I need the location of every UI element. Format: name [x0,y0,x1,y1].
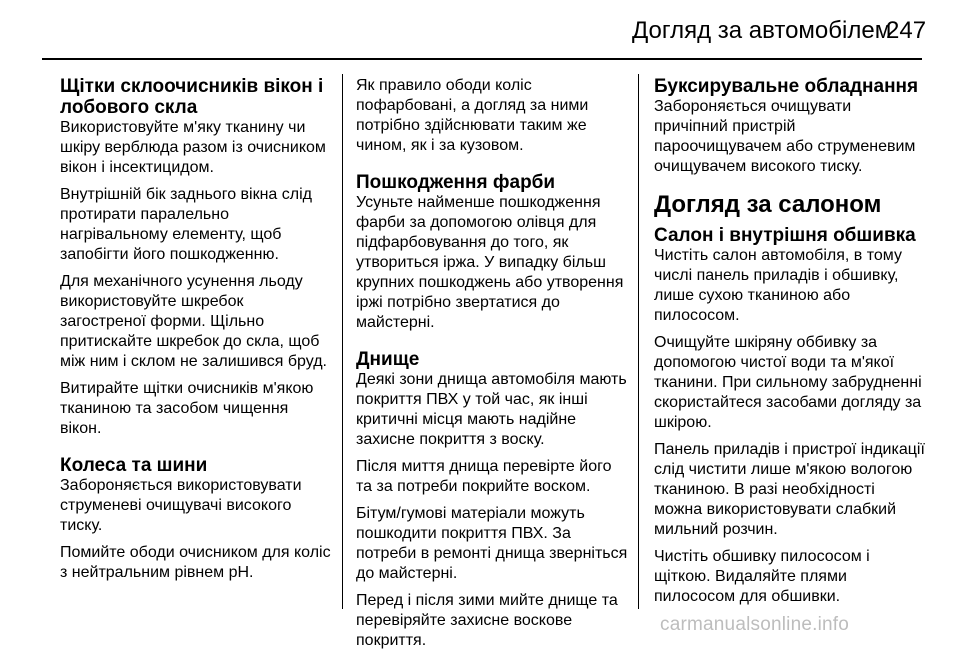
column-left [60,76,332,590]
column-divider-2 [638,74,639,609]
heading-cabin-trim: Салон і внутрішня обшивка [654,225,916,246]
paragraph: Помийте ободи очисником для коліс з нейтральним рівнем pH. [60,544,331,581]
column-divider-1 [342,74,343,609]
paragraph: Для механічного усунення льоду використовуйте шкребок загостреної форми. Щільно притискайте шкребок до скла, щоб між ним і склом не залишився бруд. [60,273,327,370]
paragraph: Чистіть обшивку пилососом і щіткою. Видаляйте плями пилососом для обшивки. [654,548,870,605]
column-right [654,76,926,614]
heading-paint-damage: Пошкодження фарби [356,172,556,193]
paragraph: Панель приладів і пристрої індикації слід чистити лише м'якою вологою тканиною. В разі необхідності можна використовувати слабкий мильний розчин. [654,441,925,538]
paragraph: Бітум/гумові матеріали можуть пошкодити покриття ПВХ. За потреби в ремонті днища зверніться до майстерні. [356,505,628,582]
page-number: 247 [886,17,927,44]
heading-interior-care: Догляд за салоном [654,191,882,218]
paragraph: Очищуйте шкіряну оббивку за допомогою чистої води та м'якої тканини. При сильному забрудненні скористайтеся засобами догляду за шкірою. [654,334,922,431]
paragraph: Витирайте щітки очисників м'якою тканиною та засобом чищення вікон. [60,380,314,437]
page-header-title: Догляд за автомобілем [632,17,892,44]
paragraph: Забороняється очищувати причіпний пристрій пароочищувачем або струменевим очищувачем високого тиску. [654,98,916,175]
paragraph: Усуньте найменше пошкодження фарби за допомогою олівця для підфарбовування до того, як утвориться іржа. У випадку більш крупних пошкоджень або утворення іржі потрібно звертатися до майстерні. [356,194,624,331]
paragraph: Внутрішній бік заднього вікна слід протирати паралельно нагрівальному елементу, щоб запобігти його пошкодженню. [60,186,312,263]
paragraph: Використовуйте м'яку тканину чи шкіру верблюда разом із очисником вікон і інсектицидом. [60,119,326,176]
header-divider [42,58,922,60]
paragraph: Як правило ободи коліс пофарбовані, а догляд за ними потрібно здійснювати таким же чином, як і за кузовом. [356,77,589,154]
heading-wheels: Колеса та шини [60,455,208,476]
heading-wipers: Щітки склоочисників вікон і лобового скла [60,76,324,118]
watermark: carmanualsonline.info [660,614,850,635]
paragraph: Перед і після зими мийте днище та перевіряйте захисне воскове покриття. [356,592,618,649]
heading-underbody: Днище [356,349,420,370]
paragraph: Забороняється використовувати струменеві очищувачі високого тиску. [60,477,302,534]
paragraph: Деякі зони днища автомобіля мають покриття ПВХ у той час, як інші критичні місця мають надійне захисне покриття з воску. [356,371,627,448]
paragraph: Після миття днища перевірте його та за потреби покрийте воском. [356,458,612,495]
paragraph: Чистіть салон автомобіля, в тому числі панель приладів і обшивку, лише сухою тканиною або пилососом. [654,247,902,324]
heading-towing-equipment: Буксирувальне обладнання [654,76,919,97]
column-middle [356,76,631,658]
